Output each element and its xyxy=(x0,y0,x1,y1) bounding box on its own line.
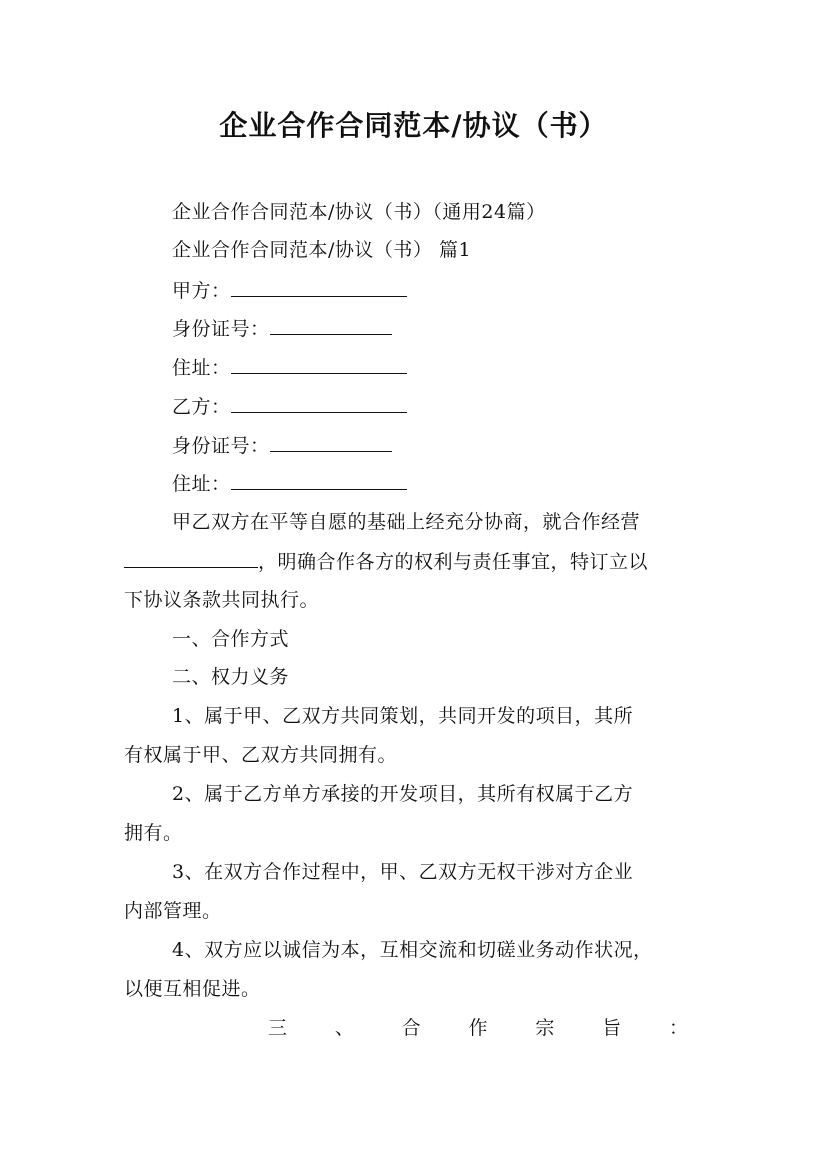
id-number-blank-1 xyxy=(270,316,392,335)
section-3-char: 作 xyxy=(468,1017,488,1039)
section-3-char: 宗 xyxy=(535,1017,555,1039)
party-b-label: 乙方： xyxy=(172,396,231,418)
intro-line-3: 下协议条款共同执行。 xyxy=(124,589,320,611)
party-a-blank xyxy=(231,278,407,297)
address-label-1: 住址： xyxy=(172,357,231,379)
clause-4-line-1: 4、双方应以诚信为本，互相交流和切磋业务动作状况， xyxy=(172,939,653,961)
clause-1-line-2: 有权属于甲、乙双方共同拥有。 xyxy=(124,744,398,766)
section-3-heading xyxy=(268,1016,688,1040)
address-blank-2 xyxy=(231,471,407,490)
address-field-2 xyxy=(172,471,407,496)
section-2-heading: 二、权力义务 xyxy=(172,666,290,688)
id-number-field-2 xyxy=(172,433,392,458)
party-b-field xyxy=(172,394,407,419)
id-number-label-1: 身份证号： xyxy=(172,318,270,340)
section-heading: 企业合作合同范本/协议（书） 篇1 xyxy=(172,239,472,261)
document-subtitle: 企业合作合同范本/协议（书）（通用24篇） xyxy=(172,201,546,223)
section-3-char: 三 xyxy=(268,1017,288,1039)
section-1-heading: 一、合作方式 xyxy=(172,628,290,650)
section-3-char: ： xyxy=(668,1017,688,1039)
section-3-char: 旨 xyxy=(602,1017,622,1039)
address-label-2: 住址： xyxy=(172,473,231,495)
intro-line-2 xyxy=(124,549,648,574)
section-3-char: 、 xyxy=(334,1017,354,1039)
clause-3-line-2: 内部管理。 xyxy=(124,900,222,922)
clause-2-line-1: 2、属于乙方单方承接的开发项目，其所有权属于乙方 xyxy=(172,783,634,805)
clause-4-line-2: 以便互相促进。 xyxy=(124,978,261,1000)
id-number-label-2: 身份证号： xyxy=(172,435,270,457)
intro-line-1: 甲乙双方在平等自愿的基础上经充分协商，就合作经营 xyxy=(172,511,641,533)
document-title: 企业合作合同范本/协议（书） xyxy=(219,109,608,142)
id-number-field-1 xyxy=(172,316,392,341)
clause-2-line-2: 拥有。 xyxy=(124,822,183,844)
party-b-blank xyxy=(231,394,407,413)
address-blank-1 xyxy=(231,355,407,374)
clause-1-line-1: 1、属于甲、乙双方共同策划，共同开发的项目，其所 xyxy=(172,705,634,727)
party-a-label: 甲方： xyxy=(172,280,231,302)
address-field-1 xyxy=(172,355,407,380)
clause-3-line-1: 3、在双方合作过程中，甲、乙双方无权干涉对方企业 xyxy=(172,861,634,883)
id-number-blank-2 xyxy=(270,433,392,452)
cooperation-blank xyxy=(124,549,258,568)
intro-line-2-text: ，明确合作各方的权利与责任事宜，特订立以 xyxy=(258,551,649,573)
section-3-char: 合 xyxy=(401,1017,421,1039)
party-a-field xyxy=(172,278,407,303)
